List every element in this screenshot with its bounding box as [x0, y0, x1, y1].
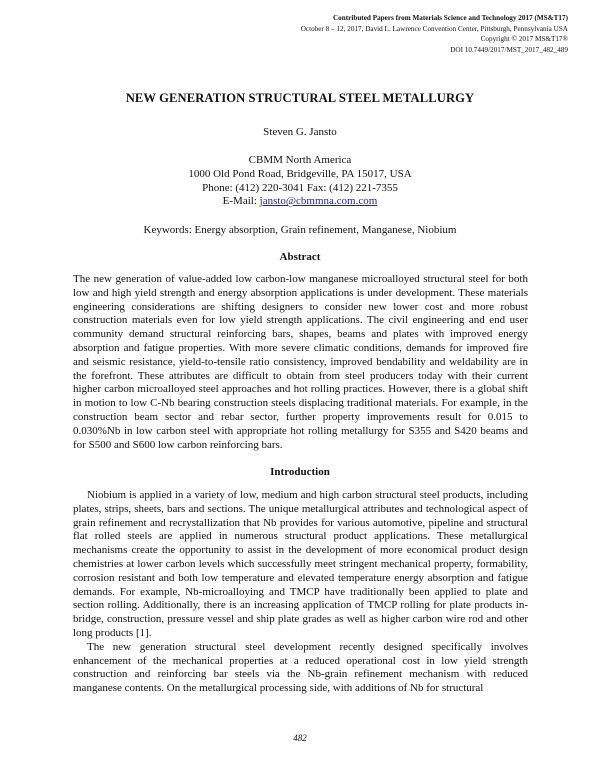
page-number: 482: [293, 733, 307, 743]
affiliation-phone-fax: Phone: (412) 220-3041 Fax: (412) 221-7355: [202, 181, 398, 194]
journal-header: [148, 13, 568, 55]
introduction-body: [73, 489, 528, 696]
intro-paragraph-1: Niobium is applied in a variety of low, medium and high carbon structural steel products, including plates, strips, sheets, bars and sections. The unique metallurgical attributes and technological aspect of grain refinement and recrystallization that Nb provides for various automotive, pipeline and structural flat rolled steels are applied in numerous structural product applications. These metallurgical mechanisms create the opportunity to assist in the development of more economical product design chemistries at lower carbon levels which successfully meet stringent mechanical property, formability, corrosion resistant and both low temperature and elevated temperature energy absorption and fatigue demands. For example, Nb-microalloying and TMCP have traditionally been applied to plate and section rolling. Additionally, there is an increasing application of TMCP rolling for plate products in-bridge, construction, pressure vessel and ship plate grades as well as higher carbon wire rod and other long products [1].: [73, 489, 528, 639]
affiliation-email-line: [0, 195, 600, 209]
header-proceedings: Contributed Papers from Materials Science and Technology 2017 (MS&T17): [332, 14, 568, 22]
affiliation-org: CBMM North America: [248, 154, 352, 166]
paper-title: NEW GENERATION STRUCTURAL STEEL METALLURGY: [125, 91, 475, 105]
abstract-body: [73, 273, 528, 452]
intro-paragraph-2: The new generation structural steel development recently designed specifically involves enhancement of the mechanical properties at a reduced operational cost in low yield strength construction and reinforcing bar steels via the Nb-grain refinement mechanism with reduced manganese contents. On the metallurgical processing side, with additions of Nb for structural: [73, 640, 528, 695]
affiliation-address: 1000 Old Pond Road, Bridgeville, PA 15017, USA: [188, 167, 412, 180]
header-conference: October 8 – 12, 2017, David L. Lawrence Convention Center, Pittsburgh, Pennsylvania USA: [300, 24, 568, 33]
abstract-paragraph: The new generation of value-added low carbon-low manganese microalloyed structural steel for both low and high yield strength and energy absorption applications is under development. These materials engineering considerations are shifting designers to consider new lower cost and more robust construction materials even for low yield strength applications. The civil engineering and end user community demand structural reinforcing bars, shapes, beams and plates with improved energy absorption and fatigue properties. With more severe climatic conditions, demands for improved fire and seismic resistance, yield-to-tensile ratio consistency, improved bendability and weldability are in the forefront. These attributes are difficult to obtain from steel producers today with their current higher carbon microalloyed steel approaches and hot rolling practices. However, there is a global shift in motion to low C-Nb bearing construction steels displacing traditional materials. For example, in the construction beam sector and rebar sector, further property improvements result for 0.015 to 0.030%Nb in low carbon steel with appropriate hot rolling metallurgy for S355 and S420 beams and for S500 and S600 low carbon reinforcing bars.: [73, 273, 528, 451]
author-affiliation: [0, 154, 600, 209]
email-link[interactable]: jansto@cbmmna.com.com: [259, 195, 378, 208]
abstract-heading: Abstract: [279, 251, 321, 263]
header-doi: DOI 10.7449/2017/MST_2017_482_489: [450, 45, 568, 54]
introduction-heading: Introduction: [270, 466, 330, 478]
author-name: Steven G. Jansto: [263, 126, 337, 138]
keywords: Keywords: Energy absorption, Grain refinement, Manganese, Niobium: [143, 224, 457, 236]
email-label: E-Mail:: [222, 195, 260, 208]
header-copyright: Copyright © 2017 MS&T17®: [480, 35, 568, 43]
